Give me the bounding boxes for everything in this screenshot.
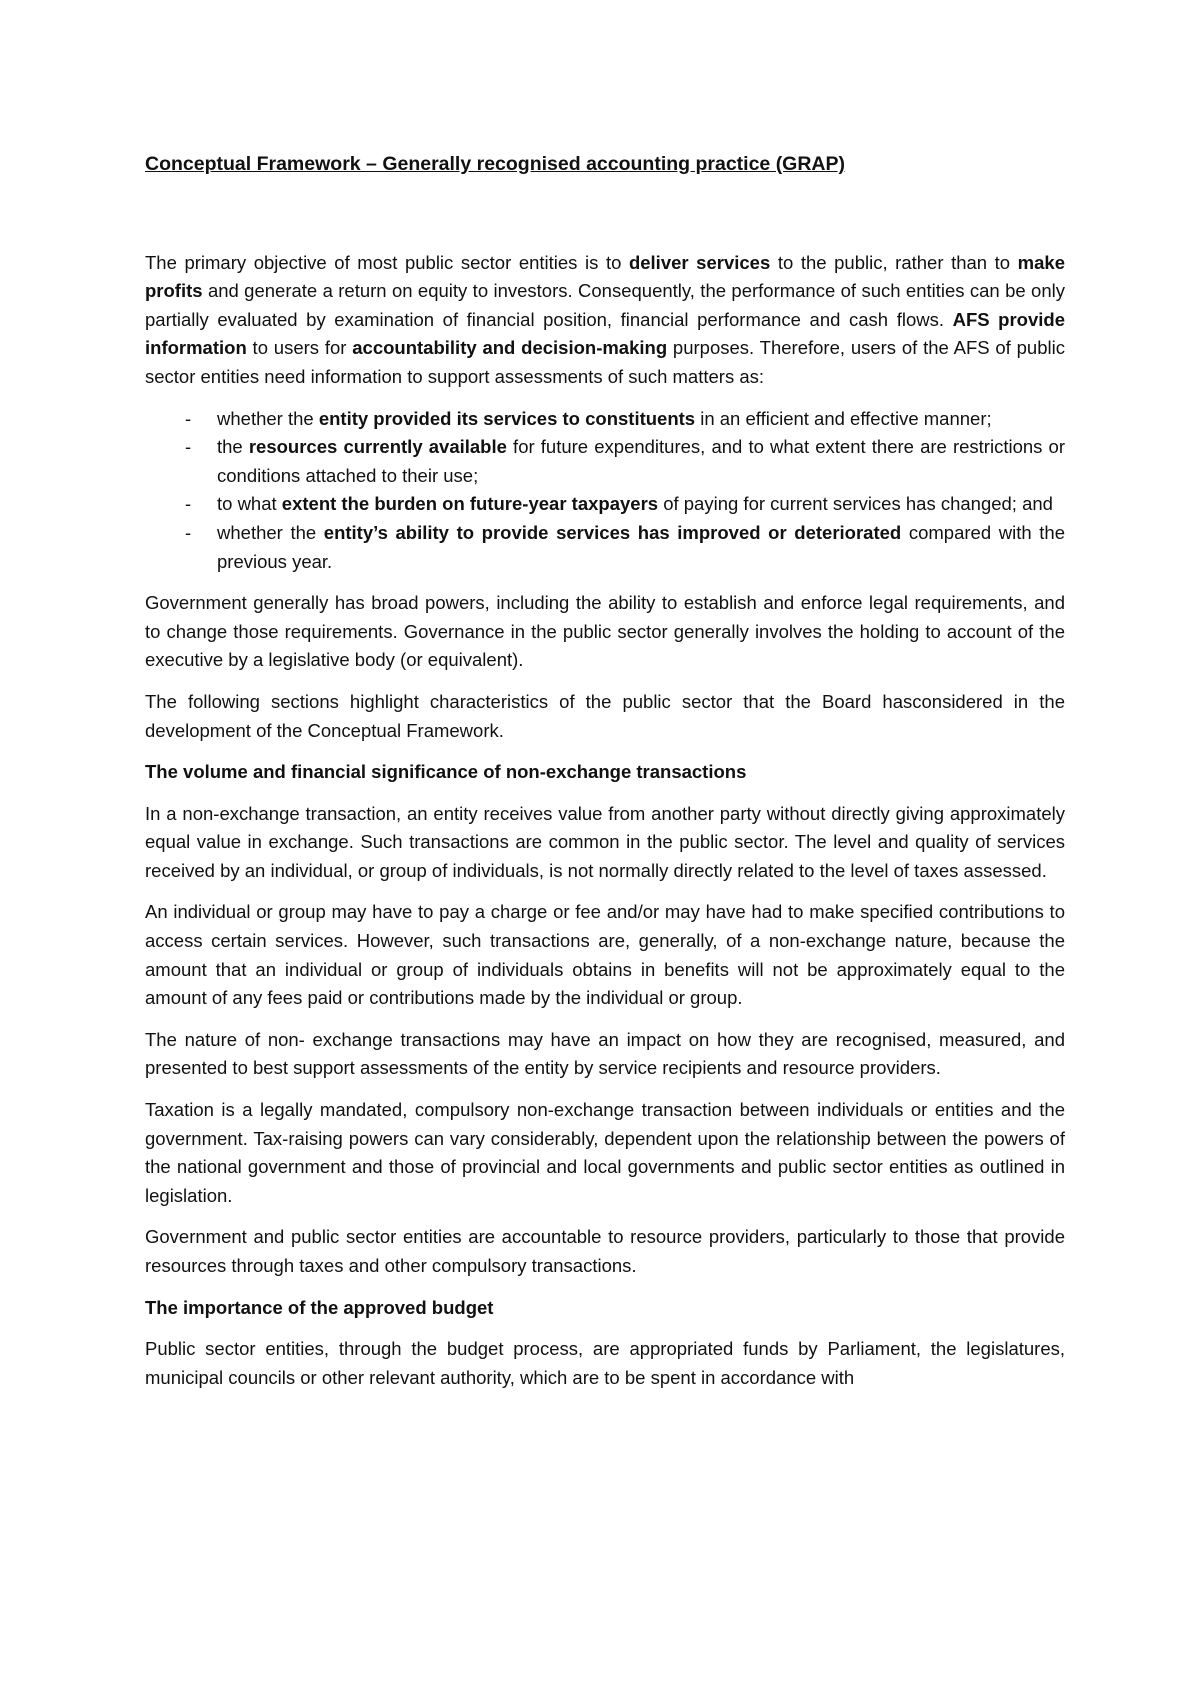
list-item — [145, 405, 1065, 434]
following-paragraph: The following sections highlight characteristics of the public sector that the Board hasconsidered in the development of the Conceptual Framework. — [145, 690, 1065, 741]
intro-bold-2: make profits — [145, 251, 1065, 302]
list-text: for future expenditures, and to what extent there are restrictions or conditions attached to their use; — [217, 436, 1065, 486]
nonexchange-paragraph-1: In a non-exchange transaction, an entity receives value from another party without directly giving approximately equal value in exchange. Such transactions are common in the public sector. The level and quality of services received by an individual, or group of individuals, is not normally directly related to the level of taxes assessed. — [145, 802, 1065, 881]
list-item — [145, 433, 1065, 490]
list-text: of paying for current services has changed; and — [658, 493, 1053, 515]
list-text: whether the — [217, 521, 324, 543]
dash-marker: - — [185, 407, 192, 429]
intro-bold-1: deliver services — [628, 251, 771, 273]
dash-marker: - — [185, 521, 192, 543]
intro-text-3: and generate a return on equity to investors. Consequently, the performance of such entities can be only partially evaluated by examination of financial position, financial performance and cash flows. — [145, 280, 1065, 330]
taxation-paragraph: Taxation is a legally mandated, compulsory non-exchange transaction between individuals or entities and the government. Tax-raising powers can vary considerably, dependent upon the relationship between the powers of the national government and those of provincial and local governments and public sector entities as outlined in legislation. — [145, 1099, 1065, 1206]
budget-paragraph: Public sector entities, through the budget process, are appropriated funds by Parliament, the legislatures, municipal councils or other relevant authority, which are to be spent in accordance with — [145, 1338, 1065, 1388]
section-heading-budget: The importance of the approved budget — [145, 1296, 494, 1318]
list-item — [145, 490, 1065, 519]
intro-text-5: purposes. Therefore, users of the AFS of public sector entities need information to support assessments of such matters as: — [145, 337, 1065, 387]
list-bold: resources currently available — [248, 436, 507, 458]
intro-bold-3: AFS provide information — [145, 308, 1065, 359]
list-bold: entity provided its services to constituents — [318, 407, 696, 429]
intro-paragraph — [145, 249, 1065, 392]
intro-text-2: to the public, rather than to — [770, 251, 1018, 273]
nonexchange-paragraph-2: An individual or group may have to pay a charge or fee and/or may have had to make specified contributions to access certain services. However, such transactions are, generally, of a non-exchange nature, because the amount that an individual or group of individuals obtains in benefits will not be approximately equal to the amount of any fees paid or contributions made by the individual or group. — [145, 901, 1065, 1009]
dash-marker: - — [185, 436, 192, 458]
list-item — [145, 519, 1065, 576]
document-title: Conceptual Framework – Generally recognised accounting practice (GRAP) — [145, 153, 846, 175]
government-paragraph: Government generally has broad powers, including the ability to establish and enforce legal requirements, and to change those requirements. Governance in the public sector generally involves the holding to account of the executive by a legislative body (or equivalent). — [145, 592, 1065, 671]
intro-text-1: The primary objective of most public sector entities is to — [145, 251, 629, 273]
list-text: in an efficient and effective manner; — [695, 407, 992, 429]
nature-paragraph: The nature of non- exchange transactions may have an impact on how they are recognised, measured, and presented to best support assessments of the entity by service recipients and resource providers. — [145, 1028, 1065, 1079]
list-text: whether the — [217, 407, 319, 429]
intro-bold-4: accountability and decision-making — [352, 337, 668, 359]
list-text: to what — [217, 493, 282, 515]
section-heading-nonexchange: The volume and financial significance of non-exchange transactions — [145, 761, 747, 783]
list-bold: extent the burden on future-year taxpayers — [281, 493, 659, 515]
list-text: compared with the previous year. — [217, 521, 1065, 572]
list-text: the — [217, 436, 249, 458]
list-bold: entity’s ability to provide services has improved or deteriorated — [323, 521, 902, 543]
assessment-list — [145, 405, 1065, 577]
accountable-paragraph: Government and public sector entities are accountable to resource providers, particularly to those that provide resources through taxes and other compulsory transactions. — [145, 1226, 1065, 1276]
dash-marker: - — [185, 493, 192, 515]
intro-text-4: to users for — [246, 337, 353, 359]
document-page — [145, 150, 1065, 1405]
